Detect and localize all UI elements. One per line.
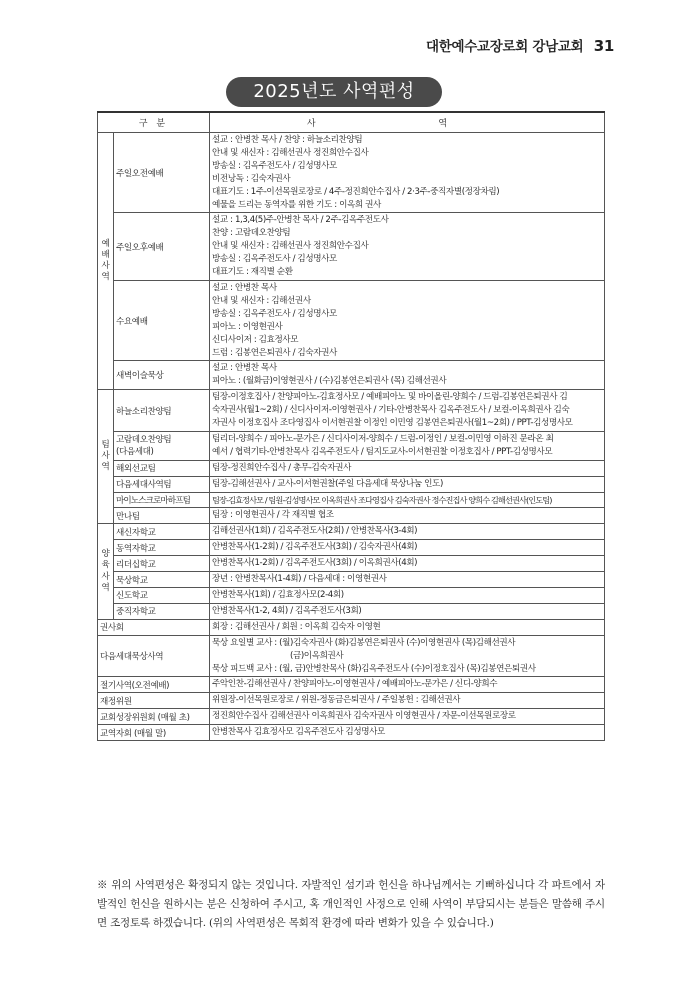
group-label-char: 사	[101, 451, 110, 462]
table-row	[98, 280, 605, 360]
group-label-char: 역	[101, 272, 110, 283]
content-line: 팀장-김효정사모 / 팀원-김성명사모 이옥희권사 조다영집사 김숙자권사 정수진집사 양희수 김해선권사(인도팀)	[212, 494, 552, 505]
table-row	[98, 635, 605, 677]
row-label: 만나팀	[114, 508, 210, 524]
row-content	[210, 213, 605, 281]
content-line: 묵상 피드백 교사 : (월, 금)안병찬목사 (화)김옥주전도사 (수)이정호집사 (목)김봉연은퇴권사	[212, 663, 536, 674]
content-line: 안병찬목사 김효정사모 김옥주전도사 김성명사모	[212, 727, 385, 738]
row-label: 리더십학교	[114, 556, 210, 572]
row-label: 주일오전예배	[114, 133, 210, 213]
row-label: 다음세대묵상사역	[98, 635, 210, 677]
table-row	[98, 361, 605, 390]
content-line: 장년 : 안병찬목사(1-4회) / 다음세대 : 이영현권사	[212, 574, 387, 585]
content-line: 팀장 : 이영현권사 / 각 재직별 협조	[212, 510, 334, 521]
content-line: (금)이옥희권사	[290, 650, 344, 661]
content-line: 설교 : 안병찬 목사	[212, 363, 277, 374]
content-line: 비전낭독 : 김숙자권사	[212, 173, 291, 184]
group-team	[98, 390, 114, 524]
group-nurture	[98, 524, 114, 619]
row-content	[210, 133, 605, 213]
table-row	[98, 540, 605, 556]
content-line: 설교 : 안병찬 목사	[212, 282, 277, 293]
row-label: 새신자학교	[114, 524, 210, 540]
group-label-char: 사	[101, 571, 110, 582]
table-row	[98, 213, 605, 281]
row-label: 해외선교팀	[114, 460, 210, 476]
content-line: 예서 / 협력기타-안병찬목사 김옥주전도사 / 팀지도교사-이서현권찰 이정호집사 / PPT-김성명사모	[212, 446, 553, 457]
row-content	[210, 361, 605, 390]
table-row	[98, 677, 605, 693]
table-row	[98, 492, 605, 508]
content-line: 신디사이저 : 김효정사모	[212, 334, 299, 345]
header-division: 구 분	[98, 112, 210, 133]
table-row	[98, 619, 605, 635]
content-line: 안병찬목사(1-2회) / 김옥주전도사(3회) / 김숙자권사(4회)	[212, 542, 418, 553]
header-work: 사 역	[210, 112, 605, 133]
row-content	[210, 619, 605, 635]
row-label: 고람데오찬양팀 (다음세대)	[114, 431, 210, 460]
content-line: 안병찬목사(1-2, 4회) / 김옥주전도사(3회)	[212, 605, 362, 616]
page-header	[426, 35, 614, 55]
row-label: 수요예배	[114, 280, 210, 360]
table-row	[98, 390, 605, 432]
content-line: 정진희안수집사 김해선권사 이옥희권사 김숙자권사 이영현권사 / 자문-이선목원로장로	[212, 711, 516, 722]
footnote: ※ 위의 사역편성은 확정되지 않는 것입니다. 자발적인 섬기과 헌신을 하나님께서는 기뻐하십니다 각 파트에서 자발적인 헌신을 원하시는 분은 신청하여 주시고, 혹 개인적인 사정으로 인해 사역이 부담되시는 분들은 말씀해 주시면 조정토록 하겠습니다. (위의 사역편성은 목회적 환경에 따라 변화가 있을 수 있습니다.)	[97, 879, 605, 929]
row-content	[210, 476, 605, 492]
table-row	[98, 133, 605, 213]
row-label: 중직자학교	[114, 603, 210, 619]
row-content	[210, 677, 605, 693]
table-row	[98, 709, 605, 725]
row-content	[210, 635, 605, 677]
page-number: 31	[593, 37, 614, 55]
content-line: 방송실 : 김옥주전도사 / 김성명사모	[212, 160, 337, 171]
row-content	[210, 431, 605, 460]
row-label: 하늘소리찬양팀	[114, 390, 210, 432]
row-label: 묵상학교	[114, 572, 210, 588]
content-line: 대표기도 : 1주-이선목원로장로 / 4주-정진희안수집사 / 2·3주-중직자별(정장차림)	[212, 186, 500, 197]
content-line: 안내 및 새신자 : 김해선권사	[212, 295, 311, 306]
table-header-row	[98, 112, 605, 133]
group-label-char: 배	[101, 249, 110, 260]
content-line: 팀장-이정호집사 / 찬양피아노-김효정사모 / 예배피아노 및 바이올린-양희수 / 드럼-김봉연은퇴권사 김	[212, 392, 568, 403]
group-label-char: 예	[101, 238, 110, 249]
content-line: 숙자권사(월1~2회) / 신디사이저-이영현권사 / 기타-안병찬목사 김옥주전도사 / 보컬-이옥희권사 김숙	[212, 405, 570, 416]
row-label: 주일오후예배	[114, 213, 210, 281]
content-line: 드럼 : 김봉연은퇴권사 / 김숙자권사	[212, 347, 337, 358]
group-label-char: 팀	[101, 440, 110, 451]
row-content	[210, 709, 605, 725]
table-row	[98, 693, 605, 709]
content-line: 주악인찬-김해선권사 / 찬양피아노-이영현권사 / 예배피아노-문가은 / 신디-양희수	[212, 679, 498, 690]
row-content	[210, 280, 605, 360]
content-line: 피아노 : 이영현권사	[212, 321, 283, 332]
group-worship	[98, 133, 114, 390]
content-line: 피아노 : (월화금)이영현권사 / (수)김봉연은퇴권사 (목) 김해선권사	[212, 376, 447, 387]
content-line: 회장 : 김해선권사 / 회원 : 이옥희 김숙자 이영현	[212, 621, 381, 632]
row-content	[210, 588, 605, 604]
row-label: 교회성장위원회 (매월 초)	[98, 709, 210, 725]
row-content	[210, 693, 605, 709]
ministry-table	[97, 111, 605, 741]
content-line: 자권사 이정호집사 조다영집사 이서현권찰 이정인 이민영 김봉연은퇴권사(월1~2회) / PPT-김성명사모	[212, 418, 573, 429]
row-content	[210, 460, 605, 476]
table-row	[98, 524, 605, 540]
content-line: 예물을 드리는 동역자를 위한 기도 : 이옥희 권사	[212, 199, 381, 210]
content-line: 팀장-김해선권사 / 교사-이서현권찰(주일 다음세대 묵상나눔 인도)	[212, 478, 443, 489]
content-line: 대표기도 : 재직별 순환	[212, 267, 293, 278]
content-line: 안내 및 새신자 : 김해선권사 정진희안수집사	[212, 147, 369, 158]
row-content	[210, 540, 605, 556]
content-line: 방송실 : 김옥주전도사 / 김성명사모	[212, 254, 337, 265]
table-row	[98, 508, 605, 524]
church-name: 대한예수교장로회 강남교회	[426, 39, 584, 55]
group-label-char: 사	[101, 261, 110, 272]
row-content	[210, 572, 605, 588]
group-label-char: 육	[101, 560, 110, 571]
table-row	[98, 476, 605, 492]
content-line: 찬양 : 고람데오찬양팀	[212, 228, 291, 239]
row-content	[210, 725, 605, 741]
row-content	[210, 603, 605, 619]
row-label: 새벽이슬묵상	[114, 361, 210, 390]
row-content	[210, 524, 605, 540]
row-content	[210, 390, 605, 432]
content-line: 위원장-이선목원로장로 / 위원-정동금은퇴권사 / 주일봉헌 : 김해선권사	[212, 695, 461, 706]
page-title: 2025년도 사역편성	[226, 77, 442, 107]
content-line: 방송실 : 김옥주전도사 / 김성명사모	[212, 308, 337, 319]
content-line: 설교 : 1,3,4(5)주-안병찬 목사 / 2주-김옥주전도사	[212, 215, 389, 226]
table-row	[98, 431, 605, 460]
row-label: 교역자회 (매월 말)	[98, 725, 210, 741]
content-line: 설교 : 안병찬 목사 / 찬양 : 하늘소리찬양팀	[212, 135, 363, 145]
row-label: 마이노스크로마하프팀	[114, 492, 210, 508]
row-label: 동역자학교	[114, 540, 210, 556]
row-content	[210, 556, 605, 572]
group-label-char: 역	[101, 462, 110, 473]
content-line: 김해선권사(1회) / 김옥주전도사(2회) / 안병찬목사(3-4회)	[212, 526, 418, 537]
content-line: 팀리더-양희수 / 피아노-문가은 / 신디사이저-양희수 / 드럼-이정인 / 보컬-이민영 이하진 문라온 최	[212, 433, 554, 444]
table-row	[98, 603, 605, 619]
row-label: 신도학교	[114, 588, 210, 604]
content-line: 안내 및 새신자 : 김해선권사 정진희안수집사	[212, 241, 369, 252]
group-label-char: 양	[101, 549, 110, 560]
table-row	[98, 588, 605, 604]
row-label: 다음세대사역팀	[114, 476, 210, 492]
content-line: 묵상 요일별 교사 : (월)김숙자권사 (화)김봉연은퇴권사 (수)이영현권사 (목)김해선권사	[212, 637, 516, 648]
row-label: 절기사역(오전예배)	[98, 677, 210, 693]
table-row	[98, 572, 605, 588]
content-line: 안병찬목사(1회) / 김효정사모(2-4회)	[212, 590, 344, 600]
row-content	[210, 492, 605, 508]
table-row	[98, 725, 605, 741]
group-label-char: 역	[101, 582, 110, 593]
row-label: 재정위원	[98, 693, 210, 709]
table-row	[98, 556, 605, 572]
content-line: 안병찬목사(1-2회) / 김옥주전도사(3회) / 이옥희권사(4회)	[212, 558, 418, 569]
content-line: 팀장-정진희안수집사 / 총무-김숙자권사	[212, 462, 351, 473]
row-content	[210, 508, 605, 524]
row-label: 권사회	[98, 619, 210, 635]
table-row	[98, 460, 605, 476]
